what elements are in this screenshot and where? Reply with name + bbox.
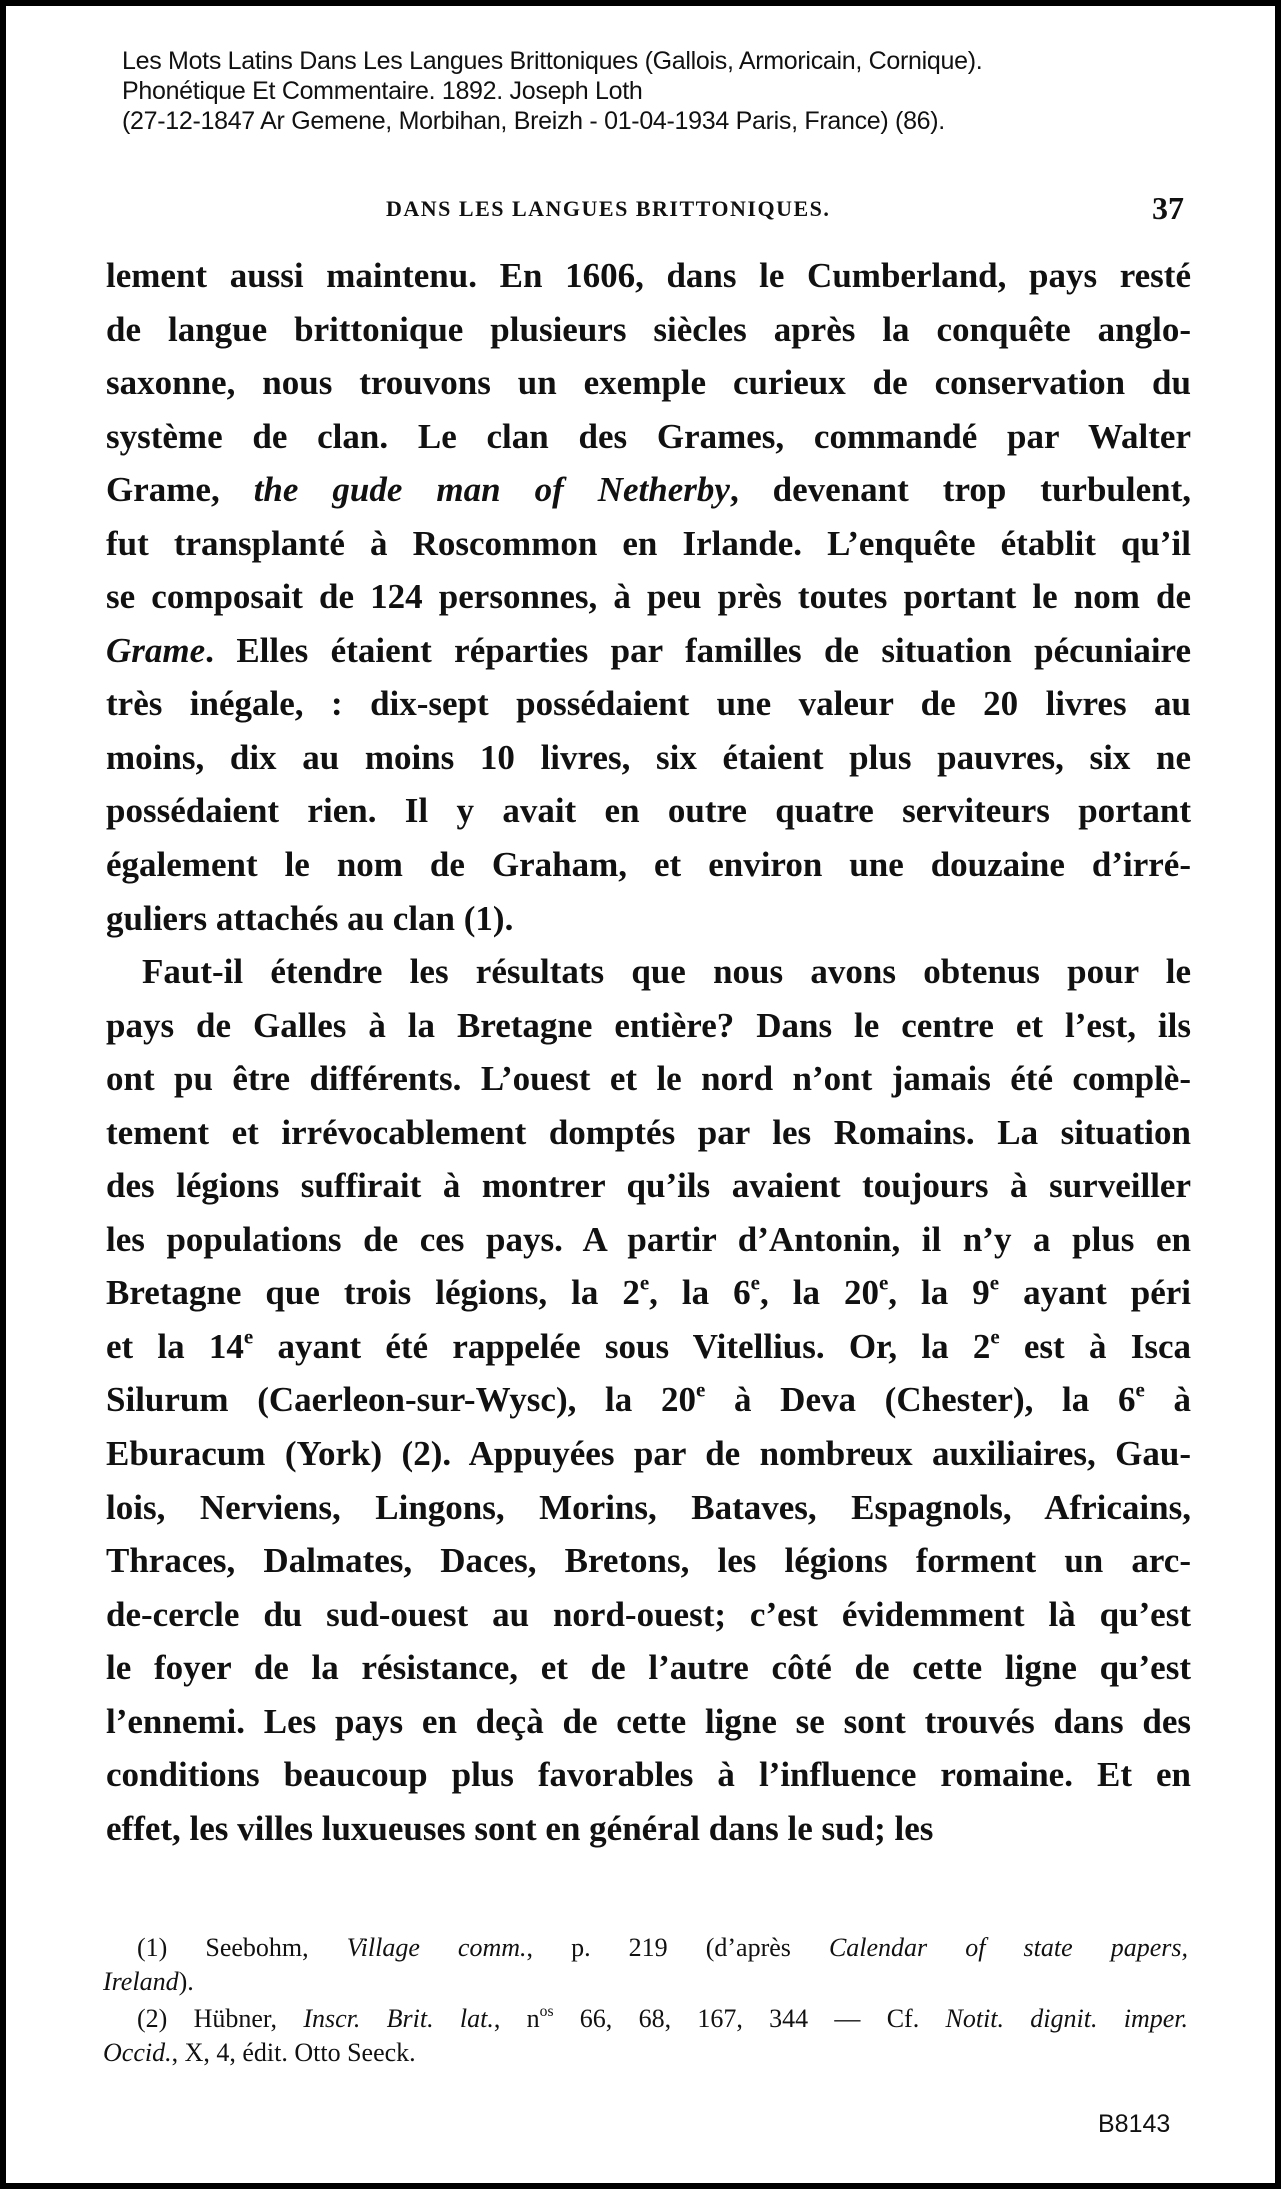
text-run: possédaient rien. Il y avait en outre quatre serviteurs portant: [106, 791, 1191, 831]
text-run: Bretagne que trois légions, la 2: [106, 1273, 640, 1313]
text-run: ayant été rappelée sous Vitellius. Or, la 2: [253, 1326, 991, 1366]
footnote-line: [103, 1965, 1188, 1999]
body-line: [106, 1052, 1191, 1106]
body-line: [106, 1159, 1191, 1213]
text-run: , n: [493, 2004, 540, 2033]
text-run: , la 6: [649, 1273, 751, 1313]
footnote-line: [103, 2002, 1188, 2036]
text-run: les populations de ces pays. A partir d’Antonin, il n’y a plus en: [106, 1219, 1191, 1259]
body-line: [106, 945, 1191, 999]
text-run: et la 14: [106, 1326, 244, 1366]
italic-text: Calendar of state papers,: [828, 1933, 1188, 1962]
superscript: e: [695, 1377, 706, 1402]
text-run: saxonne, nous trouvons un exemple curieux de conservation du: [106, 363, 1191, 403]
body-line: [106, 892, 1191, 946]
body-line: [106, 1802, 1191, 1856]
italic-text: Notit. dignit. imper.: [945, 2004, 1189, 2033]
text-run: moins, dix au moins 10 livres, six étaient plus pauvres, six ne: [106, 737, 1191, 777]
text-run: , la 9: [888, 1273, 990, 1313]
text-run: se composait de 124 personnes, à peu près toutes portant le nom de: [106, 577, 1191, 617]
header-line: Les Mots Latins Dans Les Langues Brittoniques (Gallois, Armoricain, Cornique).: [122, 47, 983, 75]
italic-text: Inscr. Brit. lat.: [303, 2004, 494, 2033]
document-header: [122, 46, 982, 136]
italic-text: Village comm.: [346, 1933, 527, 1962]
body-line: [106, 1588, 1191, 1642]
text-run: Faut-il étendre les résultats que nous avons obtenus pour le: [142, 952, 1191, 992]
text-run: tement et irrévocablement domptés par les Romains. La situation: [106, 1112, 1191, 1152]
text-run: des légions suffirait à montrer qu’ils avaient toujours à surveiller: [106, 1166, 1191, 1206]
body-line: [106, 999, 1191, 1053]
body-line: [106, 624, 1191, 678]
text-run: est à Isca: [999, 1326, 1191, 1366]
header-line: (27-12-1847 Ar Gemene, Morbihan, Breizh - 01-04-1934 Paris, France) (86).: [122, 107, 945, 135]
running-head: DANS LES LANGUES BRITTONIQUES.: [386, 196, 831, 221]
superscript: e: [750, 1270, 760, 1295]
body-line: [106, 463, 1191, 517]
body-line: [106, 1641, 1191, 1695]
body-line: [106, 838, 1191, 892]
text-run: guliers attachés au clan (1).: [106, 898, 514, 938]
italic-text: Occid.: [103, 2038, 172, 2067]
body-line: [106, 1427, 1191, 1481]
body-line: [106, 1534, 1191, 1588]
text-run: . Elles étaient réparties par familles de situation pécuniaire: [205, 630, 1191, 670]
superscript: e: [1135, 1377, 1145, 1402]
text-run: ayant péri: [999, 1273, 1191, 1313]
catalog-code: B8143: [1098, 2110, 1171, 2138]
superscript: e: [878, 1270, 889, 1295]
text-run: , devenant trop turbulent,: [729, 470, 1192, 510]
body-line: [106, 570, 1191, 624]
text-run: Eburacum (York) (2). Appuyées par de nombreux auxiliaires, Gau-: [106, 1434, 1191, 1474]
text-run: Thraces, Dalmates, Daces, Bretons, les légions forment un arc-: [106, 1541, 1191, 1581]
text-run: (2) Hübner,: [137, 2004, 304, 2033]
body-line: [106, 1266, 1191, 1320]
text-run: de-cercle du sud-ouest au nord-ouest; c’est évidemment là qu’est: [106, 1594, 1191, 1634]
italic-text: the gude man of Netherby: [253, 470, 730, 510]
body-line: [106, 1320, 1191, 1374]
body-line: [106, 410, 1191, 464]
body-line: [106, 677, 1191, 731]
text-run: de langue brittonique plusieurs siècles après la conquête anglo-: [106, 309, 1191, 349]
superscript: e: [243, 1324, 254, 1349]
body-line: [106, 1748, 1191, 1802]
body-line: [106, 1481, 1191, 1535]
body-line: [106, 1695, 1191, 1749]
text-run: très inégale, : dix-sept possédaient une valeur de 20 livres au: [106, 684, 1191, 724]
italic-text: Grame: [106, 630, 206, 670]
header-line: Phonétique Et Commentaire. 1892. Joseph Loth: [122, 77, 643, 105]
text-run: , X, 4, édit. Otto Seeck.: [171, 2038, 416, 2067]
body-line: [106, 784, 1191, 838]
text-run: effet, les villes luxueuses sont en général dans le sud; les: [106, 1808, 934, 1848]
body-line: [106, 249, 1191, 303]
text-run: ont pu être différents. L’ouest et le nord n’ont jamais été complè-: [106, 1059, 1191, 1099]
text-run: lois, Nerviens, Lingons, Morins, Bataves, Espagnols, Africains,: [106, 1487, 1191, 1527]
body-line: [106, 1373, 1191, 1427]
italic-text: Ireland: [103, 1967, 179, 1996]
text-run: Silurum (Caerleon-sur-Wysc), la 20: [106, 1380, 696, 1420]
superscript: e: [989, 1270, 1000, 1295]
body-line: [106, 731, 1191, 785]
text-run: , la 20: [759, 1273, 879, 1313]
text-run: 66, 68, 167, 344 — Cf.: [553, 2004, 946, 2033]
text-run: l’ennemi. Les pays en deçà de cette ligne se sont trouvés dans des: [106, 1701, 1191, 1741]
text-run: le foyer de la résistance, et de l’autre côté de cette ligne qu’est: [106, 1648, 1191, 1688]
text-run: ).: [178, 1967, 194, 1996]
text-run: fut transplanté à Roscommon en Irlande. L’enquête établit qu’il: [106, 523, 1191, 563]
text-run: (1) Seebohm,: [137, 1933, 347, 1962]
body-line: [106, 1106, 1191, 1160]
body-line: [106, 356, 1191, 410]
text-run: à: [1144, 1380, 1192, 1420]
superscript: os: [539, 2003, 554, 2021]
page-number: 37: [1152, 190, 1184, 226]
text-run: lement aussi maintenu. En 1606, dans le Cumberland, pays resté: [106, 256, 1191, 295]
text-run: pays de Galles à la Bretagne entière? Dans le centre et l’est, ils: [106, 1005, 1191, 1045]
text-run: également le nom de Graham, et environ une douzaine d’irré-: [106, 845, 1191, 885]
text-run: à Deva (Chester), la 6: [705, 1380, 1136, 1420]
footnote-line: [103, 2036, 1188, 2070]
text-run: conditions beaucoup plus favorables à l’influence romaine. Et en: [106, 1755, 1191, 1795]
text-run: Grame,: [106, 470, 254, 510]
superscript: e: [639, 1270, 650, 1295]
body-text: [106, 249, 1191, 1855]
body-line: [106, 517, 1191, 571]
footnote-2: [103, 2002, 1188, 2070]
footnote-line: [103, 1931, 1188, 1965]
text-run: , p. 219 (d’après: [526, 1933, 829, 1962]
body-line: [106, 1213, 1191, 1267]
footnote-1: [103, 1931, 1188, 1999]
superscript: e: [990, 1324, 1000, 1349]
body-line: [106, 303, 1191, 357]
text-run: système de clan. Le clan des Grames, commandé par Walter: [106, 416, 1191, 456]
